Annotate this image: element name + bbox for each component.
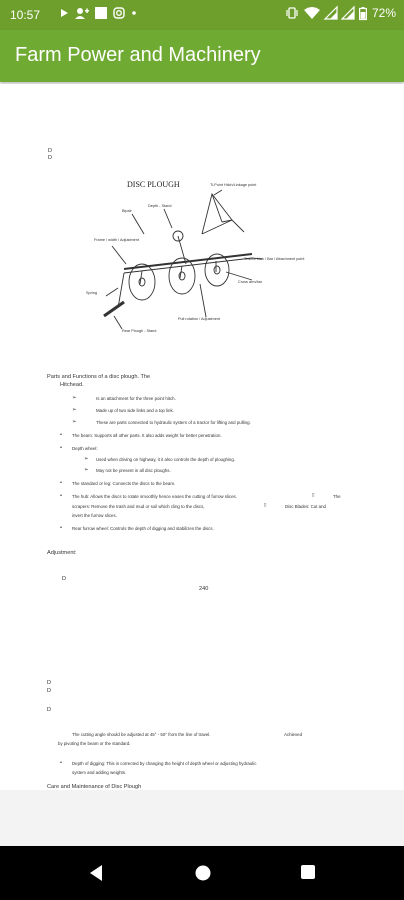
label-rear-plough: Rear Plough - Stand bbox=[122, 329, 157, 333]
page-title: Farm Power and Machinery bbox=[15, 44, 261, 66]
arrow-bullet: ➢ bbox=[72, 419, 77, 425]
depth-item: May not be present in all disc ploughs. bbox=[96, 468, 171, 473]
vibrate-icon bbox=[285, 7, 299, 19]
bullet-marker: D bbox=[62, 576, 67, 582]
hitch-label: Hitchead. bbox=[60, 382, 84, 388]
standard-text: The standard or leg: Connects the discs to the beam. bbox=[72, 481, 176, 486]
recents-icon[interactable] bbox=[300, 864, 316, 880]
hitch-item: These are parts connected to hydraulic system of a tractor for lifting and pulling. bbox=[96, 420, 251, 425]
arrow-bullet: ➢ bbox=[84, 456, 89, 462]
label-pullrod: Pull rotation / Adjustment bbox=[178, 317, 220, 321]
label-tractor-link: Tractor Link / Bar / Attachment point bbox=[244, 257, 305, 261]
bullet-marker: D bbox=[48, 155, 53, 161]
play-icon bbox=[60, 8, 69, 18]
label-cross-arm: Cross arm/bar bbox=[238, 280, 263, 284]
signal-icon bbox=[325, 7, 337, 19]
hub-text: The hub: Allows the discs to rotate smoothly hence eases the cutting of furrow slices. bbox=[72, 494, 237, 499]
diagram-title: DISC PLOUGH bbox=[127, 180, 180, 189]
battery-level: 72% bbox=[371, 6, 396, 20]
disc-plough-drawing bbox=[82, 176, 305, 346]
achieved-text: Achieved bbox=[284, 732, 303, 737]
notification-icons bbox=[60, 7, 137, 19]
placeholder-glyph: ▯ bbox=[264, 502, 267, 507]
signal-icon bbox=[342, 7, 354, 19]
disc-plough-diagram bbox=[82, 176, 305, 346]
wifi-icon bbox=[304, 7, 320, 19]
label-spring: Spring bbox=[86, 291, 97, 295]
invert-text: invert the furrow slices. bbox=[72, 513, 117, 518]
square-icon bbox=[95, 7, 107, 19]
app-bar bbox=[0, 30, 404, 82]
label-depth-wheel: Depth - Stand bbox=[148, 204, 172, 208]
instagram-icon bbox=[113, 7, 125, 19]
care-heading: Care and Maintenance of Disc Plough bbox=[47, 784, 142, 790]
arrow-bullet: ➢ bbox=[72, 407, 77, 413]
arrow-bullet: ➢ bbox=[84, 467, 89, 473]
status-time: 10:57 bbox=[10, 8, 41, 22]
placeholder-glyph: ▯ bbox=[312, 492, 315, 497]
bullet-marker: D bbox=[47, 680, 52, 686]
cutting-angle-text: The cutting angle should be adjusted at 45° - 50° from the line of travel. bbox=[72, 732, 211, 737]
bullet-dot: • bbox=[60, 760, 62, 766]
arrow-bullet: ➢ bbox=[72, 395, 77, 401]
back-icon[interactable] bbox=[88, 864, 104, 882]
page-number: 240 bbox=[199, 586, 209, 592]
viewer-background bbox=[0, 790, 404, 846]
adjustment-heading: Adjustment: bbox=[47, 550, 77, 556]
beam-text: The beam: Supports all other parts. It also adds weight for better penetration. bbox=[72, 433, 222, 438]
hub-text-end: The bbox=[333, 494, 341, 499]
bullet-marker: D bbox=[47, 688, 52, 694]
hitch-item: Made up of two side links and a top link. bbox=[96, 408, 174, 413]
account-icon bbox=[75, 7, 89, 19]
bullet-dot: • bbox=[60, 525, 62, 531]
depth-digging-text: Depth of digging: This is corrected by changing the height of depth wheel or adjusting hydraulic bbox=[72, 761, 257, 766]
home-icon[interactable] bbox=[194, 864, 212, 882]
depth-wheel-heading: Depth wheel: bbox=[72, 446, 98, 451]
depth-item: Used when driving on highway, it it also controls the depth of ploughing. bbox=[96, 457, 236, 462]
battery-icon bbox=[359, 7, 367, 20]
scrapers-text: scrapers: Remove the trash and mud or soil which cling to the discs, bbox=[72, 504, 205, 509]
disc-blades-text: Disc Blades: Cut and bbox=[285, 504, 326, 509]
depth-digging-text-2: system and adding weights. bbox=[72, 770, 127, 775]
bullet-dot: • bbox=[60, 493, 62, 499]
bullet-dot: • bbox=[60, 432, 62, 438]
rear-wheel-text: Rear furrow wheel: Controls the depth of digging and stabilizes the discs. bbox=[72, 526, 214, 531]
label-frame: Frame / width / Adjustment bbox=[94, 238, 139, 242]
bullet-marker: D bbox=[48, 148, 53, 154]
pivoting-text: by pivoting the beam or the standard. bbox=[58, 741, 131, 746]
label-bipair: Bipair bbox=[122, 209, 132, 213]
bullet-dot: • bbox=[60, 445, 62, 451]
document-page[interactable] bbox=[0, 84, 404, 790]
bullet-marker: D bbox=[47, 707, 52, 713]
parts-heading: Parts and Functions of a disc plough. The bbox=[47, 374, 151, 380]
label-three-point: Ti-Point Hitch/Linkage point bbox=[210, 183, 257, 187]
system-icons bbox=[285, 6, 396, 20]
bullet-dot: • bbox=[60, 480, 62, 486]
dot-icon bbox=[131, 10, 137, 16]
navigation-bar bbox=[0, 846, 404, 900]
hitch-item: Is an attachment for the three point hitch. bbox=[96, 396, 176, 401]
status-bar bbox=[0, 0, 404, 30]
